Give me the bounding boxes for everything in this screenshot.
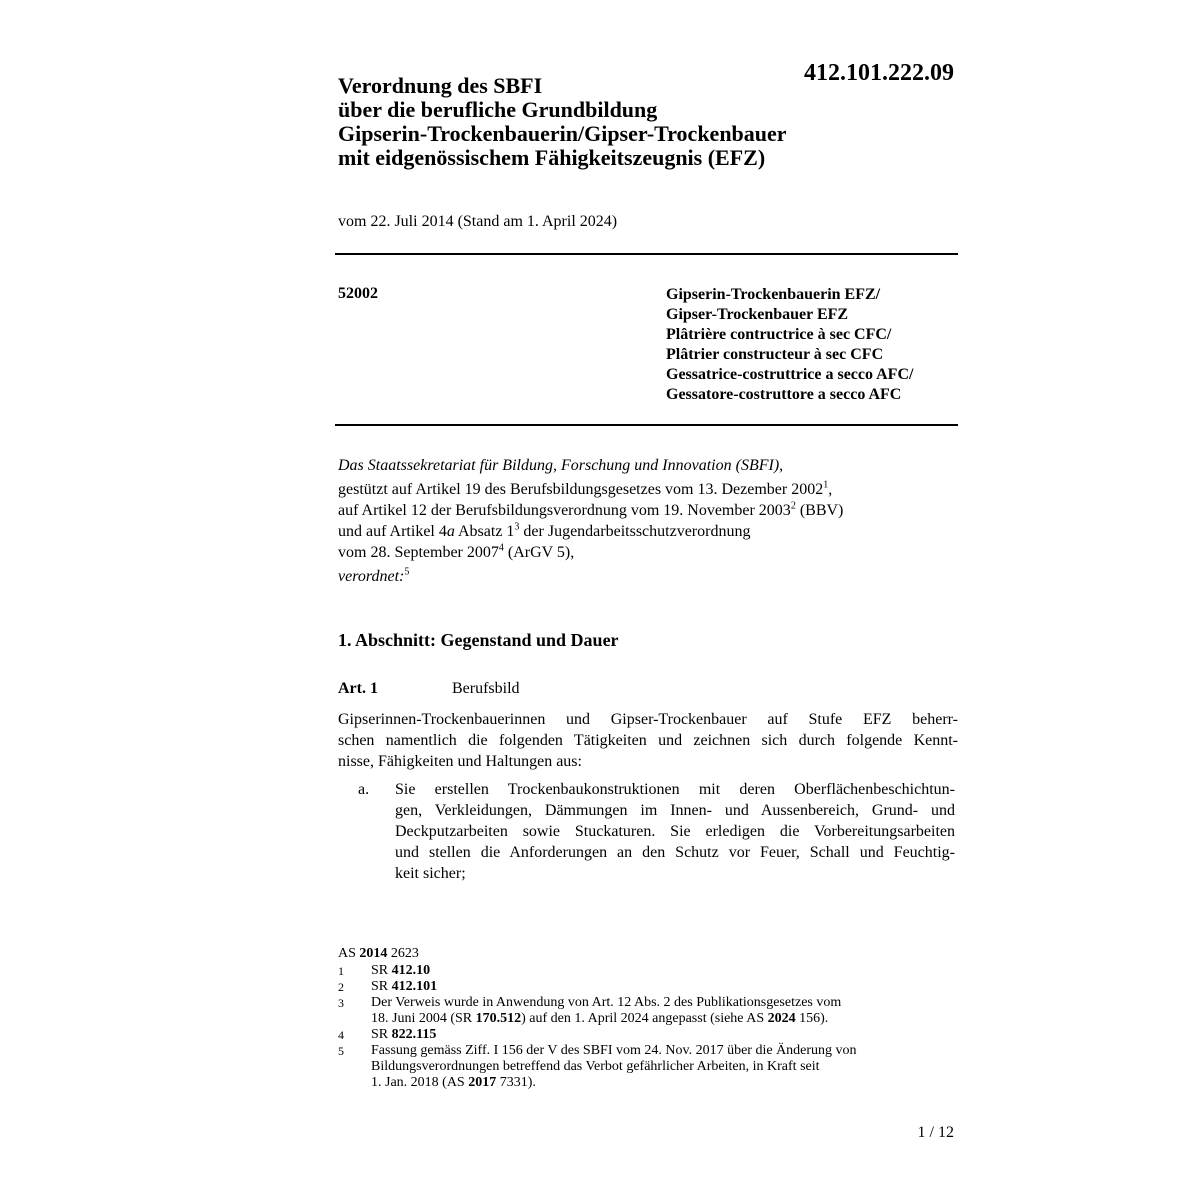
footnote-number: 2 bbox=[338, 980, 344, 994]
footnotes bbox=[338, 946, 938, 1091]
footnote-number: 4 bbox=[338, 1028, 344, 1042]
footnote: 5 Fassung gemäss Ziff. I 156 der V des SBFI vom 24. Nov. 2017 über die Änderung von Bildungsverordnungen betreffend das Verbot gefährlicher Arbeiten, in Kraft seit 1. Jan. 2018 (AS 2017 7331). bbox=[338, 1043, 857, 1090]
text-line: schen namentlich die folgenden Tätigkeiten und zeichnen sich durch folgende Kennt- bbox=[338, 732, 958, 749]
footnote-number: 3 bbox=[338, 996, 344, 1010]
profession-number: 52002 bbox=[338, 285, 378, 302]
footnote: 3 Der Verweis wurde in Anwendung von Art. 12 Abs. 2 des Publikationsgesetzes vom 18. Juni 2004 (SR 170.512) auf den 1. April 2024 angepasst (siehe AS 2024 156). bbox=[338, 995, 842, 1026]
preamble-line: und auf Artikel 4a Absatz $1^3$ der Jugendarbeitsschutzverordnung bbox=[338, 521, 751, 540]
text-line: Sie erstellen Trockenbaukonstruktionen mit deren Oberflächenbeschichtun- bbox=[395, 781, 955, 798]
profession-name: Gipserin-Trockenbauerin EFZ/ bbox=[666, 286, 881, 303]
footnote: 2 SR 412.101 bbox=[338, 979, 438, 994]
text-line: Deckputzarbeiten sowie Stuckaturen. Sie erledigen die Vorbereitungsarbeiten bbox=[395, 823, 955, 840]
footnote-ref[interactable]: 1 bbox=[823, 479, 829, 491]
profession-name: Plâtrier constructeur à sec CFC bbox=[666, 346, 884, 363]
divider-bottom bbox=[335, 424, 958, 426]
preamble-line: auf Artikel 12 der Berufsbildungsverordnung vom 19. November 2003$^2$ (BBV) bbox=[338, 500, 844, 519]
footnote: 1 SR 412.10 bbox=[338, 963, 431, 978]
divider-top bbox=[335, 253, 958, 255]
page-number: 1 / 12 bbox=[917, 1124, 954, 1141]
profession-name: Plâtrière contructrice à sec CFC/ bbox=[666, 326, 892, 343]
preamble-issuer: Das Staatssekretariat für Bildung, Forschung und Innovation (SBFI), bbox=[338, 457, 784, 474]
list-item-text bbox=[395, 779, 955, 884]
text-line: und stellen die Anforderungen an den Schutz vor Feuer, Schall und Feuchtig- bbox=[395, 844, 955, 861]
document-code: 412.101.222.09 bbox=[804, 60, 954, 86]
footnote: 4 SR 822.115 bbox=[338, 1027, 437, 1042]
list-item-letter: a. bbox=[358, 781, 370, 798]
title-line: Verordnung des SBFI bbox=[338, 73, 543, 98]
article-title: Berufsbild bbox=[452, 680, 520, 697]
profession-names bbox=[666, 285, 913, 405]
section-heading: 1. Abschnitt: Gegenstand und Dauer bbox=[338, 630, 619, 650]
text-line: keit sicher; bbox=[395, 865, 466, 882]
footnote-ref[interactable]: 4 bbox=[498, 542, 504, 554]
text-line: Gipserinnen-Trockenbauerinnen und Gipser-Trockenbauer auf Stufe EFZ beherr- bbox=[338, 711, 958, 728]
footnote-number: 1 bbox=[338, 964, 344, 978]
text-line: nisse, Fähigkeiten und Haltungen aus: bbox=[338, 753, 582, 770]
preamble bbox=[338, 455, 958, 587]
article-heading bbox=[338, 680, 520, 698]
title-line: über die berufliche Grundbildung bbox=[338, 97, 658, 122]
profession-name: Gessatore-costruttore a secco AFC bbox=[666, 386, 902, 403]
profession-name: Gipser-Trockenbauer EFZ bbox=[666, 306, 849, 323]
article-label: Art. 1 bbox=[338, 680, 378, 697]
preamble-ordains: verordnet:$^5$ bbox=[338, 566, 410, 585]
footnote-number: 5 bbox=[338, 1044, 344, 1058]
footnote-ref[interactable]: 5 bbox=[404, 566, 410, 578]
footnote-ref[interactable]: 2 bbox=[790, 500, 796, 512]
title-line: Gipserin-Trockenbauerin/Gipser-Trockenbauer bbox=[338, 121, 787, 146]
article-intro bbox=[338, 709, 958, 772]
document-date: vom 22. Juli 2014 (Stand am 1. April 2024) bbox=[338, 213, 618, 230]
footnote-ref[interactable]: 3 bbox=[514, 521, 520, 533]
as-reference: AS 2014 2623 bbox=[338, 946, 419, 961]
document-title bbox=[338, 74, 787, 170]
title-line: mit eidgenössischem Fähigkeitszeugnis (EFZ) bbox=[338, 145, 766, 170]
profession-name: Gessatrice-costruttrice a secco AFC/ bbox=[666, 366, 914, 383]
text-line: gen, Verkleidungen, Dämmungen im Innen- und Aussenbereich, Grund- und bbox=[395, 802, 955, 819]
preamble-line: gestützt auf Artikel 19 des Berufsbildungsgesetzes vom 13. Dezember 2002$^1$, bbox=[338, 479, 833, 498]
preamble-line: vom 28. September 2007$^4$ (ArGV 5), bbox=[338, 542, 575, 561]
